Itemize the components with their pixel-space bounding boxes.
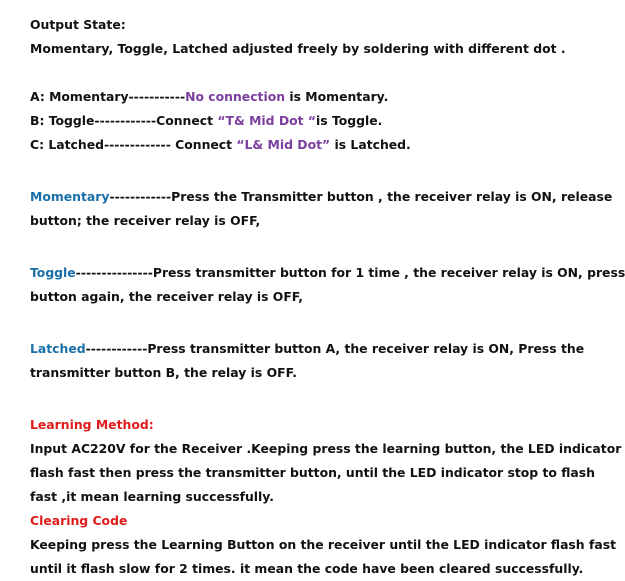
toggle-mode-label: Toggle (30, 265, 76, 280)
option-a-prefix: A: Momentary----------- (30, 89, 186, 104)
learning-line-3: fast ,it mean learning successfully. (30, 489, 274, 504)
clearing-line-2: until it flash slow for 2 times. it mean the code have been cleared successfully. (30, 561, 584, 576)
instruction-document (30, 13, 625, 581)
option-b-prefix: B: Toggle------------Connect (30, 113, 218, 128)
output-state-title: Output State: (30, 17, 126, 32)
clearing-code-heading: Clearing Code (30, 513, 128, 528)
option-a-highlight: No connection (185, 89, 286, 104)
toggle-mode-text-1: ---------------Press transmitter button for 1 time , the receiver relay is ON, press (75, 265, 625, 280)
clearing-line-1: Keeping press the Learning Button on the receiver until the LED indicator flash fast (30, 537, 616, 552)
latched-mode-text-1: ------------Press transmitter button A, the receiver relay is ON, Press the (85, 341, 585, 356)
learning-line-2: flash fast then press the transmitter button, until the LED indicator stop to flash (30, 465, 595, 480)
option-c-suffix: is Latched. (330, 137, 411, 152)
learning-line-1: Input AC220V for the Receiver .Keeping press the learning button, the LED indicator (30, 441, 622, 456)
option-b-highlight: “T& Mid Dot “ (217, 113, 317, 128)
option-b-toggle (30, 109, 615, 133)
option-c-prefix: C: Latched------------- Connect (30, 137, 237, 152)
learning-method-heading: Learning Method: (30, 417, 154, 432)
momentary-mode-line-1 (30, 185, 615, 209)
momentary-mode-text-1: ------------Press the Transmitter button , the receiver relay is ON, release (109, 189, 613, 204)
momentary-mode-label: Momentary (30, 189, 110, 204)
option-c-latched (30, 133, 615, 157)
momentary-mode-line-2: button; the receiver relay is OFF, (30, 213, 261, 228)
latched-mode-line-1 (30, 337, 615, 361)
latched-mode-line-2: transmitter button B, the relay is OFF. (30, 365, 297, 380)
latched-mode-label: Latched (30, 341, 86, 356)
option-a-suffix: is Momentary. (285, 89, 389, 104)
option-c-highlight: “L& Mid Dot” (236, 137, 331, 152)
option-a-momentary (30, 85, 615, 109)
toggle-mode-line-2: button again, the receiver relay is OFF, (30, 289, 303, 304)
option-b-suffix: is Toggle. (316, 113, 383, 128)
toggle-mode-line-1 (30, 261, 625, 285)
output-state-intro: Momentary, Toggle, Latched adjusted freely by soldering with different dot . (30, 41, 566, 56)
